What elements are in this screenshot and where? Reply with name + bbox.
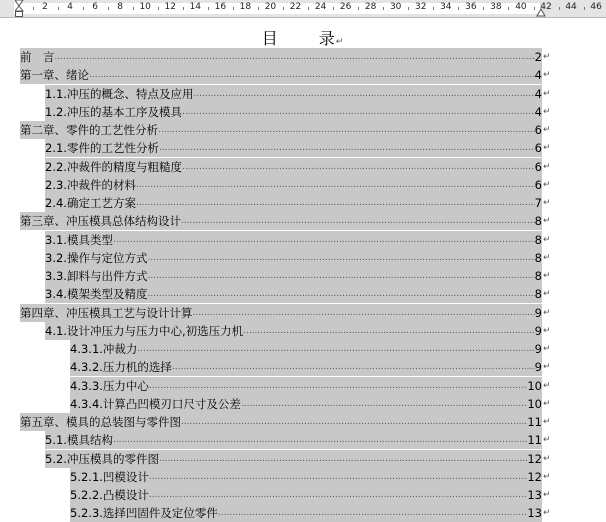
toc-entry-text: 第一章、绪论	[20, 68, 89, 83]
ruler-tick	[183, 7, 184, 10]
toc-field-highlight	[20, 304, 542, 322]
toc-page-number: 6	[534, 141, 542, 156]
toc-field-highlight	[70, 358, 542, 376]
toc-page-number: 8	[534, 232, 542, 247]
toc-leader-dots	[182, 158, 535, 176]
toc-field-highlight	[45, 267, 542, 285]
toc-entry-text: 5.1.模具结构	[45, 433, 113, 448]
toc-entry-text: 1.2.冲压的基本工序及模具	[45, 104, 182, 119]
ruler-number: 26	[339, 2, 352, 12]
toc-entry[interactable]	[70, 395, 551, 413]
toc-entry[interactable]	[45, 285, 551, 303]
paragraph-mark: ↵	[543, 362, 551, 373]
toc-field-highlight	[20, 48, 542, 66]
toc-page-number: 10	[527, 396, 542, 411]
paragraph-mark: ↵	[543, 417, 551, 427]
document-page[interactable]	[0, 18, 606, 520]
paragraph-mark: ↵	[335, 37, 345, 47]
toc-field-highlight	[20, 66, 542, 84]
toc-entry-text: 5.2.冲压模具的零件图	[45, 451, 159, 466]
paragraph-mark: ↵	[543, 252, 551, 263]
ruler-number: 46	[590, 2, 602, 12]
toc-page-number: 8	[534, 287, 542, 302]
ruler-tick	[508, 7, 509, 10]
toc-field-highlight	[45, 158, 542, 176]
ruler-tick	[58, 7, 59, 10]
toc-field-highlight	[45, 103, 542, 121]
toc-field-highlight	[45, 285, 542, 303]
toc-leader-dots	[193, 85, 534, 103]
ruler-number: 20	[264, 2, 277, 12]
ruler-tick	[333, 7, 334, 10]
ruler-tick	[408, 7, 409, 10]
ruler-tick	[208, 7, 209, 10]
paragraph-mark: ↵	[543, 289, 551, 300]
ruler-tick	[108, 7, 109, 10]
toc-leader-dots	[218, 504, 527, 522]
toc-leader-dots	[136, 194, 535, 212]
toc-leader-dots	[149, 486, 527, 504]
paragraph-mark: ↵	[543, 198, 551, 208]
ruler-number: 44	[565, 2, 577, 12]
ruler-number: 24	[314, 2, 327, 12]
toc-page-number: 11	[527, 433, 542, 448]
paragraph-mark: ↵	[543, 453, 551, 464]
paragraph-mark: ↵	[543, 125, 551, 135]
toc-page-number: 4	[534, 86, 542, 101]
toc-entry-text: 第三章、冲压模具总体结构设计	[20, 214, 181, 229]
toc-leader-dots	[113, 231, 535, 249]
toc-entry[interactable]	[45, 431, 551, 449]
ruler-tick	[534, 7, 535, 10]
ruler-tick	[133, 7, 134, 10]
toc-leader-dots	[147, 267, 534, 285]
toc-field-highlight	[45, 322, 542, 340]
toc-entry-text: 3.2.操作与定位方式	[45, 250, 148, 265]
ruler-tick	[483, 7, 484, 10]
paragraph-mark: ↵	[543, 490, 551, 500]
toc-page-number: 6	[534, 159, 542, 174]
paragraph-mark: ↵	[543, 179, 551, 190]
toc-entry-text: 4.3.2.压力机的选择	[70, 360, 172, 375]
toc-page-number: 2	[534, 50, 542, 64]
toc-field-highlight	[45, 249, 542, 267]
ruler-tick	[233, 7, 234, 10]
toc-page-number: 8	[534, 269, 542, 283]
paragraph-mark: ↵	[543, 471, 551, 482]
toc-entry-text: 4.3.3.压力中心	[70, 378, 149, 393]
toc-entry[interactable]	[45, 249, 551, 267]
ruler-number: 36	[465, 2, 477, 12]
toc-leader-dots	[181, 212, 535, 230]
ruler-number: 10	[139, 2, 151, 12]
toc-leader-dots	[89, 66, 535, 84]
toc-leader-dots	[136, 176, 535, 194]
toc-entry[interactable]	[45, 450, 551, 468]
paragraph-mark: ↵	[543, 70, 551, 81]
toc-page-number: 11	[527, 415, 542, 429]
toc-field-highlight	[45, 431, 542, 449]
ruler-number: 16	[214, 2, 227, 12]
toc-page-number: 12	[527, 451, 542, 466]
toc-field-highlight	[45, 450, 542, 468]
paragraph-mark: ↵	[543, 508, 551, 519]
toc-field-highlight	[70, 504, 542, 522]
toc-entry-text: 2.4.确定工艺方案	[45, 196, 136, 210]
toc-page-number: 8	[534, 214, 542, 229]
toc-page-number: 13	[527, 488, 542, 502]
toc-leader-dots	[147, 249, 534, 267]
toc-entry[interactable]	[45, 267, 551, 285]
toc-page-number: 12	[527, 469, 542, 484]
toc-page-number: 13	[527, 506, 542, 521]
toc-field-highlight	[20, 212, 542, 230]
ruler-tick	[158, 7, 159, 10]
toc-entry[interactable]	[70, 486, 551, 504]
ruler-number: 28	[364, 2, 377, 12]
toc-page-number: 9	[534, 342, 542, 356]
toc-field-highlight	[70, 468, 542, 486]
toc-entry-text: 3.4.模架类型及精度	[45, 287, 148, 302]
paragraph-mark: ↵	[543, 143, 551, 154]
paragraph-mark: ↵	[543, 216, 551, 227]
ruler-tick	[383, 7, 384, 10]
toc-field-highlight	[45, 176, 542, 194]
toc-entry-text: 4.1.设计冲压力与压力中心,初选压力机	[45, 323, 244, 338]
toc-entry[interactable]	[45, 176, 551, 194]
toc-entry-text: 2.1.零件的工艺性分析	[45, 141, 159, 156]
toc-field-highlight	[70, 395, 542, 413]
toc-leader-dots	[149, 377, 527, 395]
toc-entry[interactable]	[45, 139, 551, 157]
toc-field-highlight	[45, 194, 542, 212]
paragraph-mark: ↵	[543, 234, 551, 245]
toc-entry[interactable]	[70, 468, 551, 486]
toc-field-highlight	[20, 413, 542, 431]
toc-leader-dots	[158, 121, 535, 139]
ruler-number: 40	[515, 2, 527, 12]
toc-entry[interactable]	[70, 358, 551, 376]
toc-page-number: 10	[527, 378, 542, 393]
ruler-tick	[283, 7, 284, 10]
toc-leader-dots	[149, 468, 527, 486]
toc-field-highlight	[45, 85, 542, 103]
ruler-number: 6	[92, 2, 98, 12]
toc-entry-text: 1.1.冲压的概念、特点及应用	[45, 86, 194, 101]
ruler-number: 22	[289, 2, 302, 12]
ruler-number: 32	[415, 2, 427, 12]
toc-entry[interactable]	[20, 66, 551, 84]
paragraph-mark: ↵	[543, 161, 551, 172]
toc-field-highlight	[20, 121, 542, 139]
toc-entry[interactable]	[45, 194, 551, 212]
toc-leader-dots	[113, 431, 527, 449]
toc-entry[interactable]	[45, 322, 551, 340]
paragraph-mark: ↵	[543, 380, 551, 391]
ruler-tick	[584, 7, 585, 10]
toc-leader-dots	[193, 304, 535, 322]
paragraph-mark: ↵	[543, 88, 551, 99]
toc-entry-text: 4.3.4.计算凸凹模刃口尺寸及公差	[70, 396, 241, 411]
ruler-tick	[358, 7, 359, 10]
toc-page-number: 4	[534, 104, 542, 119]
toc-page-number: 9	[534, 323, 542, 338]
ruler-number: 8	[117, 2, 124, 12]
toc-entry[interactable]	[45, 103, 551, 121]
toc-entry-text: 5.2.1.凹模设计	[70, 469, 149, 484]
paragraph-mark: ↵	[543, 325, 551, 336]
toc-page-number: 9	[534, 360, 542, 375]
toc-leader-dots	[243, 322, 535, 340]
toc-page-number: 4	[534, 68, 542, 83]
toc-field-highlight	[45, 231, 542, 249]
toc-entry[interactable]	[20, 304, 551, 322]
toc-entry-text: 3.1.模具类型	[45, 232, 113, 247]
paragraph-mark: ↵	[543, 435, 551, 446]
toc-entry-text: 前 言	[20, 50, 55, 64]
toc-page-number: 9	[534, 305, 542, 320]
horizontal-ruler[interactable]	[0, 0, 606, 18]
toc-entry[interactable]	[45, 231, 551, 249]
ruler-number: 38	[490, 2, 502, 12]
toc-entry-text: 2.3.冲裁件的材料	[45, 177, 136, 192]
ruler-tick	[308, 7, 309, 10]
toc-entry[interactable]	[70, 340, 551, 358]
ruler-number: 12	[164, 2, 176, 12]
toc-entry-text: 5.2.3.选择凹固件及定位零件	[70, 506, 218, 521]
toc-title	[0, 26, 606, 49]
ruler-tick	[83, 7, 84, 10]
paragraph-mark: ↵	[543, 106, 551, 117]
toc-leader-dots	[147, 285, 534, 303]
toc-entry-text: 第四章、冲压模具工艺与设计计算	[20, 305, 193, 320]
toc-entry[interactable]	[70, 504, 551, 522]
ruler-tick	[258, 7, 259, 10]
ruler-number: 18	[239, 2, 252, 12]
toc-entry-text: 4.3.1.冲裁力	[70, 342, 138, 356]
paragraph-mark: ↵	[543, 271, 551, 281]
toc-leader-dots	[159, 139, 535, 157]
paragraph-mark: ↵	[543, 52, 551, 62]
toc-leader-dots	[241, 395, 527, 413]
ruler-number: 4	[67, 2, 73, 12]
toc-field-highlight	[70, 340, 542, 358]
toc-page-number: 8	[534, 250, 542, 265]
toc-field-highlight	[70, 377, 542, 395]
toc-entry[interactable]	[20, 413, 551, 431]
toc-entry[interactable]	[20, 48, 551, 66]
ruler-tick	[33, 7, 34, 10]
toc-page-number: 7	[534, 196, 542, 210]
ruler-number: 42	[540, 2, 552, 12]
toc-entry-text: 5.2.2.凸模设计	[70, 488, 149, 502]
toc-entry-text: 第五章、模具的总装图与零件图	[20, 415, 181, 429]
toc-entry[interactable]	[45, 158, 551, 176]
toc-title-char: 目	[261, 29, 279, 48]
toc-leader-dots	[182, 103, 535, 121]
toc-page-number: 6	[534, 123, 542, 137]
toc-entry[interactable]	[45, 85, 551, 103]
ruler-number: 34	[440, 2, 452, 12]
ruler-number: 2	[42, 2, 48, 12]
toc-entry-text: 2.2.冲裁件的精度与粗糙度	[45, 159, 182, 174]
paragraph-mark: ↵	[543, 344, 551, 354]
paragraph-mark: ↵	[543, 398, 551, 409]
ruler-tick	[433, 7, 434, 10]
toc-leader-dots	[181, 413, 527, 431]
ruler-tick	[458, 7, 459, 10]
toc-leader-dots	[55, 48, 535, 66]
toc-entry-text: 第二章、零件的工艺性分析	[20, 123, 158, 137]
indent-marker-icon[interactable]	[15, 0, 25, 17]
toc-field-highlight	[45, 139, 542, 157]
toc-page-number: 6	[534, 177, 542, 192]
paragraph-mark: ↵	[543, 307, 551, 318]
ruler-tick	[559, 7, 560, 10]
toc-entry-text: 3.3.卸料与出件方式	[45, 269, 148, 283]
toc-leader-dots	[172, 358, 535, 376]
toc-leader-dots	[137, 340, 534, 358]
ruler-number: 30	[389, 2, 402, 12]
toc-title-char: 录	[318, 29, 336, 48]
toc-field-highlight	[70, 486, 542, 504]
toc-entry[interactable]	[20, 121, 551, 139]
toc-entry[interactable]	[20, 212, 551, 230]
ruler-number: 14	[189, 2, 202, 12]
toc-entry[interactable]	[70, 377, 551, 395]
toc-leader-dots	[159, 450, 527, 468]
